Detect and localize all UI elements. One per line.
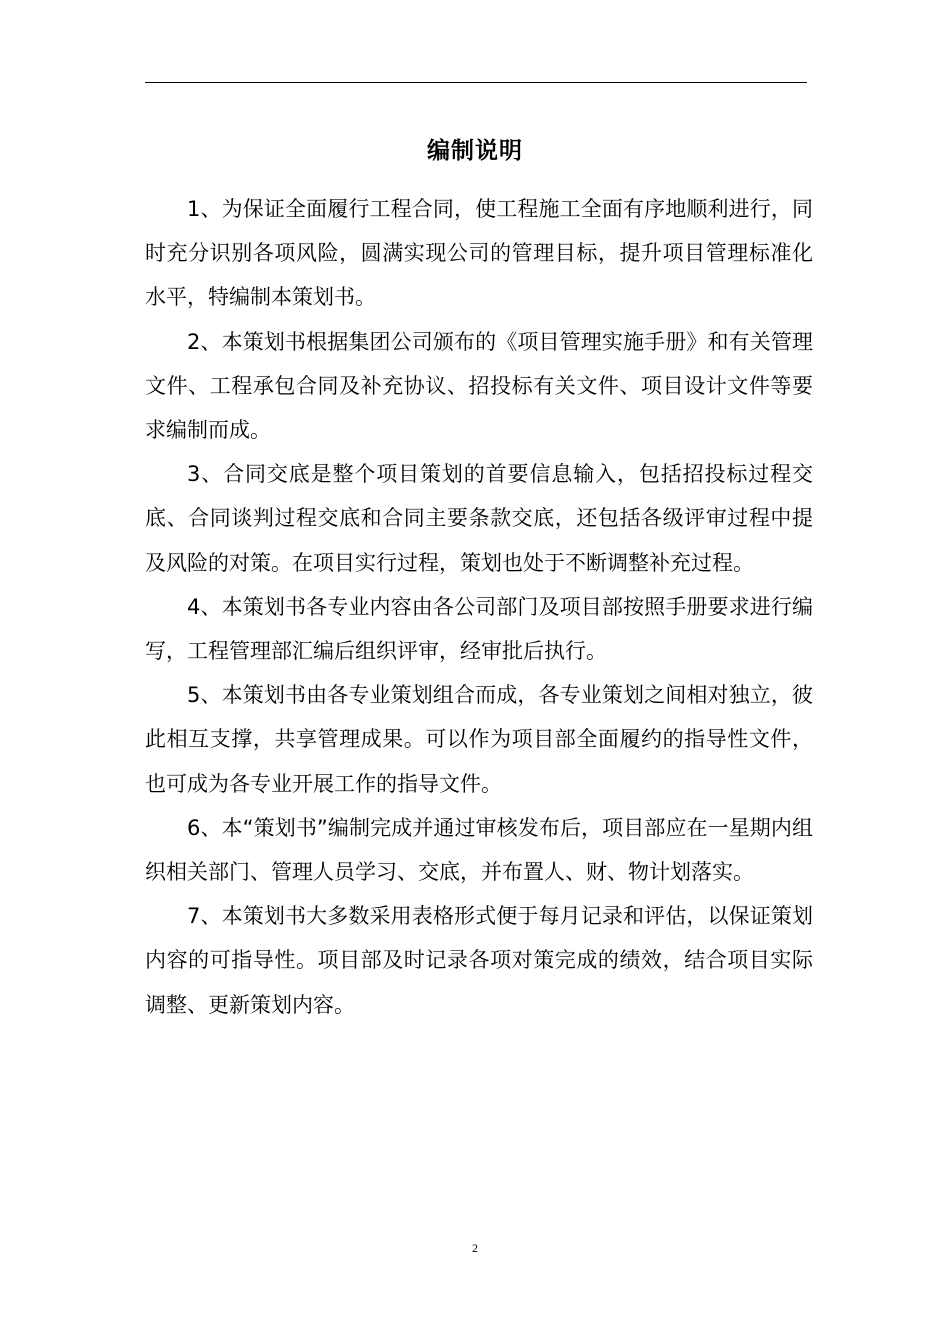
document-title: 编制说明 [427, 138, 523, 164]
header-rule [145, 82, 807, 83]
document-body [145, 187, 813, 1027]
paragraph-1: 1、为保证全面履行工程合同，使工程施工全面有序地顺利进行，同时充分识别各项风险，圆满实现公司的管理目标，提升项目管理标准化水平，特编制本策划书。 [145, 197, 813, 310]
paragraph-3: 3、合同交底是整个项目策划的首要信息输入，包括招投标过程交底、合同谈判过程交底和合同主要条款交底，还包括各级评审过程中提及风险的对策。在项目实行过程，策划也处于不断调整补充过程。 [145, 462, 813, 575]
paragraph-4: 4、本策划书各专业内容由各公司部门及项目部按照手册要求进行编写，工程管理部汇编后组织评审，经审批后执行。 [145, 594, 813, 664]
page-number: 2 [472, 1241, 478, 1255]
paragraph-2: 2、本策划书根据集团公司颁布的《项目管理实施手册》和有关管理文件、工程承包合同及补充协议、招投标有关文件、项目设计文件等要求编制而成。 [145, 329, 813, 443]
paragraph-7: 7、本策划书大多数采用表格形式便于每月记录和评估，以保证策划内容的可指导性。项目部及时记录各项对策完成的绩效，结合项目实际调整、更新策划内容。 [145, 904, 813, 1017]
paragraph-6: 6、本“策划书”编制完成并通过审核发布后，项目部应在一星期内组织相关部门、管理人员学习、交底，并布置人、财、物计划落实。 [145, 815, 813, 885]
paragraph-5: 5、本策划书由各专业策划组合而成，各专业策划之间相对独立，彼此相互支撑，共享管理成果。可以作为项目部全面履约的指导性文件，也可成为各专业开展工作的指导文件。 [145, 683, 813, 796]
